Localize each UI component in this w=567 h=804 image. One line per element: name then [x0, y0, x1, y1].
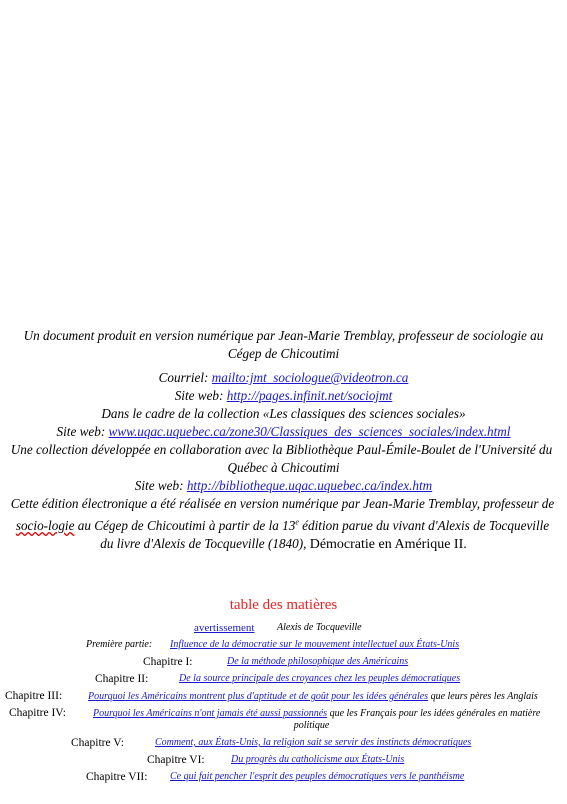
toc-row-partie: [0, 639, 567, 656]
table-of-contents: [0, 622, 567, 788]
chapter-link[interactable]: Comment, aux États-Unis, la religion sait se servir des instincts démocratiques: [155, 737, 472, 748]
site3-label: Site web:: [134, 478, 187, 493]
socio-logie-word: socio-logie: [15, 518, 75, 533]
toc-title: table des matières: [229, 597, 338, 613]
site2-link[interactable]: www.uqac.uquebec.ca/zone30/Classiques_des_sciences_sociales/index.html: [108, 424, 511, 439]
edition-line-2a: au Cégep de Chicoutimi à partir de la 13: [74, 518, 296, 533]
email-link[interactable]: mailto:jmt_sociologue@videotron.ca: [211, 370, 409, 385]
work-title: Démocratie en Amérique II.: [309, 537, 467, 552]
edition-line-2: [0, 517, 567, 535]
email-line: [0, 369, 567, 387]
collab-line-2: Québec à Chicoutimi: [227, 460, 340, 475]
chapter-label: Chapitre IV:: [9, 707, 66, 719]
avertissement-link[interactable]: avertissement: [194, 622, 255, 634]
toc-row-chapter-6: [0, 754, 567, 771]
site2-label: Site web:: [56, 424, 109, 439]
toc-row-chapter-5: [0, 737, 567, 754]
toc-row-avertissement: [0, 622, 567, 639]
site3-line: [0, 477, 567, 495]
toc-row-chapter-4: [0, 707, 567, 737]
partie-label: Première partie:: [86, 639, 153, 650]
chapter-label: Chapitre I:: [143, 656, 193, 668]
collab-line-1: Une collection développée en collaboration avec la Bibliothèque Paul-Émile-Boulet de l'Université du: [10, 442, 553, 457]
chapter-link[interactable]: Du progrès du catholicisme aux États-Unis: [231, 754, 405, 765]
chapter-link[interactable]: Pourquoi les Américains n'ont jamais été aussi passionnés: [93, 708, 328, 719]
chapter-text-group: [93, 707, 540, 719]
toc-row-chapter-3: [0, 690, 567, 707]
chapter-rest: que les Français pour les idées générales en matière: [327, 708, 541, 719]
toc-row-chapter-7: [0, 771, 567, 788]
toc-row-chapter-1: [0, 656, 567, 673]
collection-line: Dans le cadre de la collection «Les classiques des sciences sociales»: [101, 406, 466, 421]
chapter-link[interactable]: De la source principale des croyances chez les peuples démocratiques: [179, 673, 461, 684]
site1-line: [0, 387, 567, 405]
chapter-link[interactable]: Ce qui fait pencher l'esprit des peuples démocratiques vers le panthéisme: [170, 771, 465, 782]
chapter-label: Chapitre V:: [71, 737, 124, 749]
chapter-rest-continued: politique: [293, 720, 330, 731]
chapter-label: Chapitre VI:: [147, 754, 205, 766]
site2-line: [0, 423, 567, 441]
chapter-link[interactable]: Pourquoi les Américains montrent plus d'aptitude et de goût pour les idées générales: [88, 691, 429, 702]
credits-block: [0, 327, 567, 554]
chapter-link[interactable]: De la méthode philosophique des Américains: [227, 656, 409, 667]
site1-link[interactable]: http://pages.infinit.net/sociojmt: [226, 388, 393, 403]
chapter-rest: que leurs pères les Anglais: [428, 691, 538, 702]
email-label: Courriel:: [158, 370, 212, 385]
chapter-label: Chapitre III:: [5, 690, 63, 702]
producer-line-1: Un document produit en version numérique par Jean-Marie Tremblay, professeur de sociologie au: [23, 328, 544, 343]
edition-line-3: [0, 535, 567, 554]
site1-label: Site web:: [174, 388, 227, 403]
partie-link[interactable]: Influence de la démocratie sur le mouvement intellectuel aux États-Unis: [170, 639, 460, 650]
edition-line-3a: du livre d'Alexis de Tocqueville (1840),: [100, 536, 310, 551]
chapter-label: Chapitre II:: [95, 673, 149, 685]
edition-line-2b: édition parue du vivant d'Alexis de Tocqueville: [298, 518, 550, 533]
chapter-text-group: [88, 690, 538, 702]
author-name: Alexis de Tocqueville: [277, 622, 362, 633]
toc-row-chapter-2: [0, 673, 567, 690]
edition-superscript: e: [295, 517, 299, 527]
producer-line-2: Cégep de Chicoutimi: [227, 346, 340, 361]
chapter-label: Chapitre VII:: [86, 771, 148, 783]
site3-link[interactable]: http://bibliotheque.uqac.uquebec.ca/index.htm: [186, 478, 433, 493]
edition-line-1: Cette édition électronique a été réalisée en version numérique par Jean-Marie Tremblay, professeur de: [10, 496, 555, 511]
